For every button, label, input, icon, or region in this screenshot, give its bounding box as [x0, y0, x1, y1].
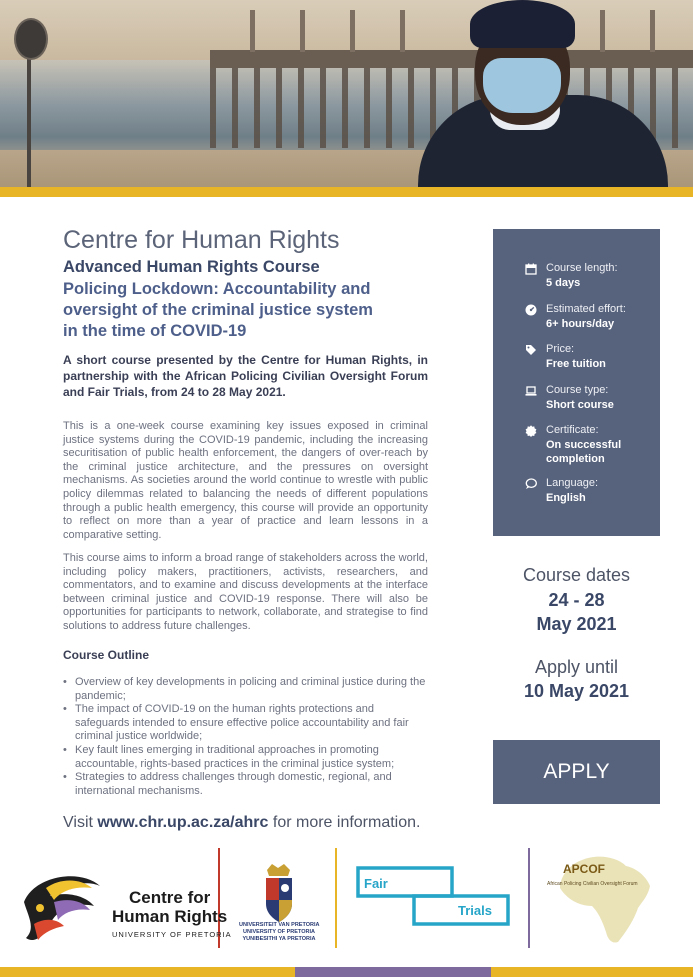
fair-trials-text: Fair — [364, 876, 388, 891]
subtitle-line: in the time of COVID-19 — [63, 322, 247, 340]
gauge-icon — [525, 304, 537, 316]
apply-button[interactable]: APPLY — [493, 740, 660, 804]
laptop-icon — [525, 385, 537, 397]
pier-lamp-post — [300, 10, 305, 52]
pier-lamp-post — [250, 10, 255, 52]
chr-university-text: UNIVERSITY OF PRETORIA — [112, 930, 232, 939]
price-tag-icon — [525, 344, 537, 356]
footer-accent-bar — [0, 967, 693, 977]
sign-pole — [27, 40, 31, 187]
info-label: Certificate: — [546, 424, 599, 436]
apply-until-label: Apply until — [534, 657, 619, 677]
pier — [210, 50, 693, 68]
description-paragraph: This course aims to inform a broad range of stakeholders across the world, including policy makers, practitioners, activists, researchers, and commentators, and to examine and discuss developments at the interface between criminal justice and COVID-19 response. There will also be opportunities for participants to network, collaborate, and strategise to find solutions to address future challenges. — [63, 552, 428, 632]
course-dates-label: Course dates — [522, 565, 631, 585]
info-value: Free tuition — [546, 358, 606, 370]
info-value: Short course — [546, 399, 614, 411]
pier-lamp-post — [600, 10, 605, 52]
logo-divider — [528, 848, 530, 948]
course-dates-value — [493, 588, 660, 636]
subtitle-line: Policing Lockdown: Accountability and — [63, 280, 371, 298]
face-mask — [483, 58, 561, 113]
course-outline-list — [63, 676, 428, 798]
pier-lamp-post — [350, 10, 355, 52]
course-title: Advanced Human Rights Course — [63, 258, 320, 276]
chr-logo-line: Human Rights — [112, 907, 228, 926]
calendar-icon — [525, 263, 537, 275]
header-accent-bar — [0, 187, 693, 197]
chr-logo-text — [112, 888, 227, 926]
fair-trials-text: Trials — [458, 903, 492, 918]
info-label: Course type: — [546, 384, 609, 396]
visit-prefix: Visit — [63, 814, 98, 831]
list-item: • Key fault lines emerging in traditional approaches in promoting accountable, rights-based practices in the criminal justice system; — [63, 744, 428, 771]
course-dates-month: May 2021 — [536, 614, 617, 634]
up-logo-line: UNIVERSITEIT VAN PRETORIA — [239, 922, 320, 928]
course-outline-heading: Course Outline — [63, 648, 150, 662]
visit-line — [63, 814, 420, 832]
organization-name: Centre for Human Rights — [63, 226, 340, 254]
up-logo-text — [239, 922, 319, 943]
info-value: 6+ hours/day — [546, 318, 615, 330]
info-label: Estimated effort: — [546, 303, 626, 315]
logo-divider — [335, 848, 337, 948]
speech-bubble-icon — [525, 478, 537, 490]
website-link[interactable]: www.chr.up.ac.za/ahrc — [97, 814, 269, 831]
road-sign — [14, 18, 48, 60]
apply-until-date: 10 May 2021 — [523, 681, 630, 701]
course-dates-range: 24 - 28 — [548, 590, 605, 610]
info-label: Course length: — [546, 262, 618, 274]
chr-logo-line: Centre for — [129, 888, 211, 907]
list-item: • Overview of key developments in policing and criminal justice during the pandemic; — [63, 676, 428, 703]
info-label: Price: — [546, 343, 575, 355]
person-cap — [470, 0, 575, 48]
apcof-acronym: APCOF — [563, 862, 605, 876]
info-label: Language: — [546, 477, 598, 489]
info-value: 5 days — [546, 277, 581, 289]
apcof-full-name: African Policing Civilian Oversight Forum — [547, 881, 638, 887]
info-value: English — [546, 492, 586, 504]
intro-text: A short course presented by the Centre for Human Rights, in partnership with the African Policing Civilian Oversight Forum and Fair Trials, from 24 to 28 May 2021. — [63, 353, 428, 399]
description-paragraph: This is a one-week course examining key issues exposed in criminal justice systems during the COVID-19 pandemic, including the increasing securitisation of public health enforcement, the dangers of over-reach by the criminal justice architecture, and the pressures on oversight mechanisms. As societies around the world continue to wrestle with public policy dilemmas related to balancing the needs of different populations through a public health emergency, this course will provide an opportunity to reflect on more than a year of practice and learn lessons in a comparative setting. — [63, 420, 428, 541]
visit-suffix: for more information. — [268, 814, 421, 831]
up-logo-line: YUNIBESITHI YA PRETORIA — [242, 936, 316, 942]
certificate-seal-icon — [525, 425, 537, 437]
subtitle-line: oversight of the criminal justice system — [63, 301, 373, 319]
course-subtitle — [63, 279, 423, 342]
list-item: • The impact of COVID-19 on the human rights protections and safeguards intended to ensure effective police accountability and fair criminal justice worldwide; — [63, 703, 428, 744]
course-info-panel — [493, 229, 660, 536]
list-item: • Strategies to address challenges through domestic, regional, and international mechanisms. — [63, 771, 428, 798]
info-value: On successful completion — [546, 439, 622, 465]
pier-lamp-post — [650, 10, 655, 52]
up-logo-line: UNIVERSITY OF PRETORIA — [243, 929, 315, 935]
pier-lamp-post — [400, 10, 405, 52]
hero-photo — [0, 0, 693, 187]
